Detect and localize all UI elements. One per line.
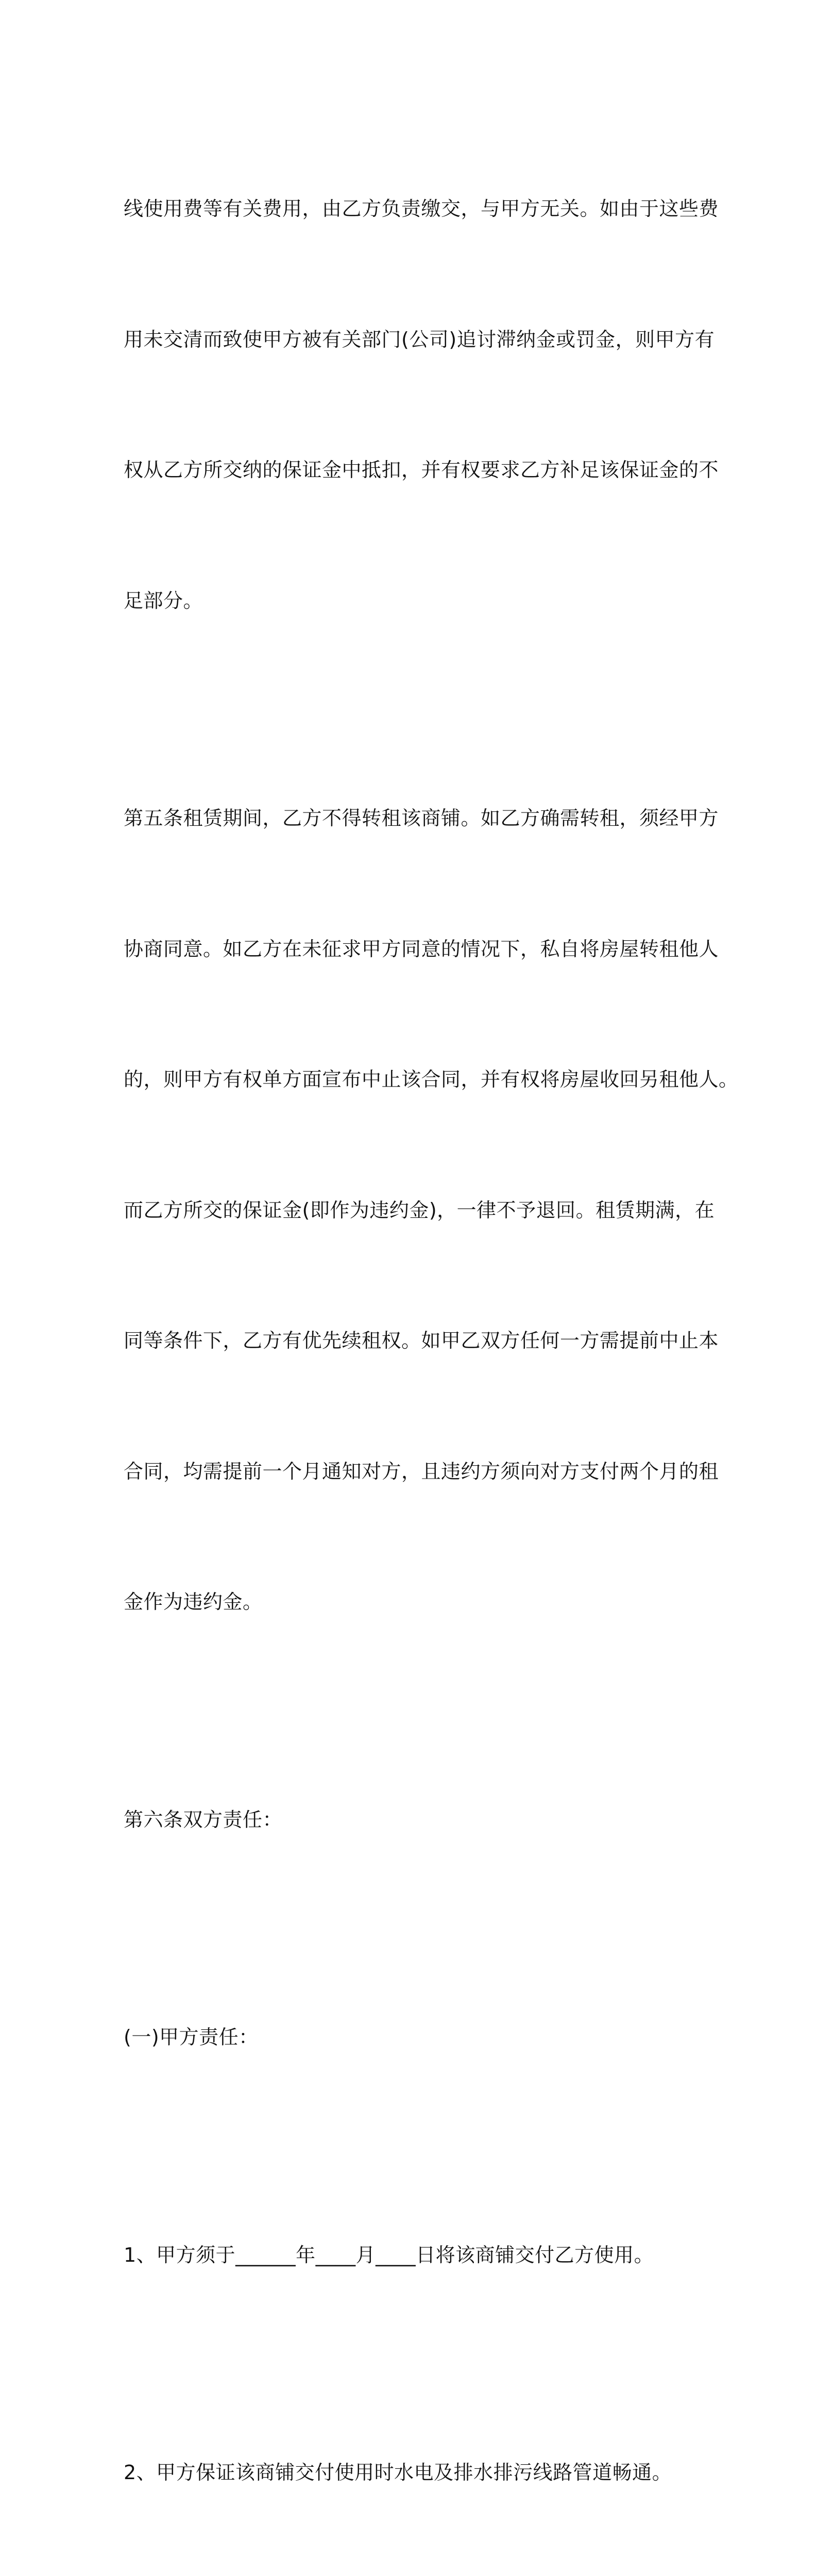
text-line: 的，则甲方有权单方面宣布中止该合同，并有权将房屋收回另租他人。: [124, 1068, 739, 1091]
text-line: 足部分。: [124, 589, 203, 612]
text-line: 第五条租赁期间，乙方不得转租该商铺。如乙方确需转租，须经甲方: [124, 807, 719, 829]
paragraph-utility-fees: [124, 100, 719, 709]
party-a-item-1: [124, 2146, 701, 2364]
text-line: 金作为违约金。: [124, 1590, 263, 1613]
text-line: 用未交清而致使甲方被有关部门(公司)追讨滞纳金或罚金，则甲方有: [124, 328, 715, 351]
text-line: 1、甲方须于______年____月____日将该商铺交付乙方使用。: [124, 2243, 654, 2266]
text-line: 而乙方所交的保证金(即作为违约金)，一律不予退回。租赁期满，在: [124, 1198, 715, 1222]
text-line: 权从乙方所交纳的保证金中抵扣，并有权要求乙方补足该保证金的不: [124, 459, 719, 481]
text-line: 第六条双方责任：: [124, 1808, 283, 1831]
paragraph-article-5: [124, 709, 739, 1711]
text-line: (一)甲方责任：: [124, 2026, 259, 2048]
party-a-item-2: [124, 2364, 701, 2576]
text-line: 同等条件下，乙方有优先续租权。如甲乙双方任何一方需提前中止本: [124, 1329, 719, 1352]
text-line: 协商同意。如乙方在未征求甲方同意的情况下，私自将房屋转租他人: [124, 937, 719, 960]
heading-party-a-duties: [124, 1928, 701, 2146]
text-line: 2、甲方保证该商铺交付使用时水电及排水排污线路管道畅通。: [124, 2461, 672, 2484]
document-body: [124, 100, 739, 2576]
heading-article-6: [124, 1711, 701, 1929]
text-line: 线使用费等有关费用，由乙方负责缴交，与甲方无关。如由于这些费: [124, 197, 719, 220]
text-line: 合同，均需提前一个月通知对方，且违约方须向对方支付两个月的租: [124, 1460, 719, 1483]
